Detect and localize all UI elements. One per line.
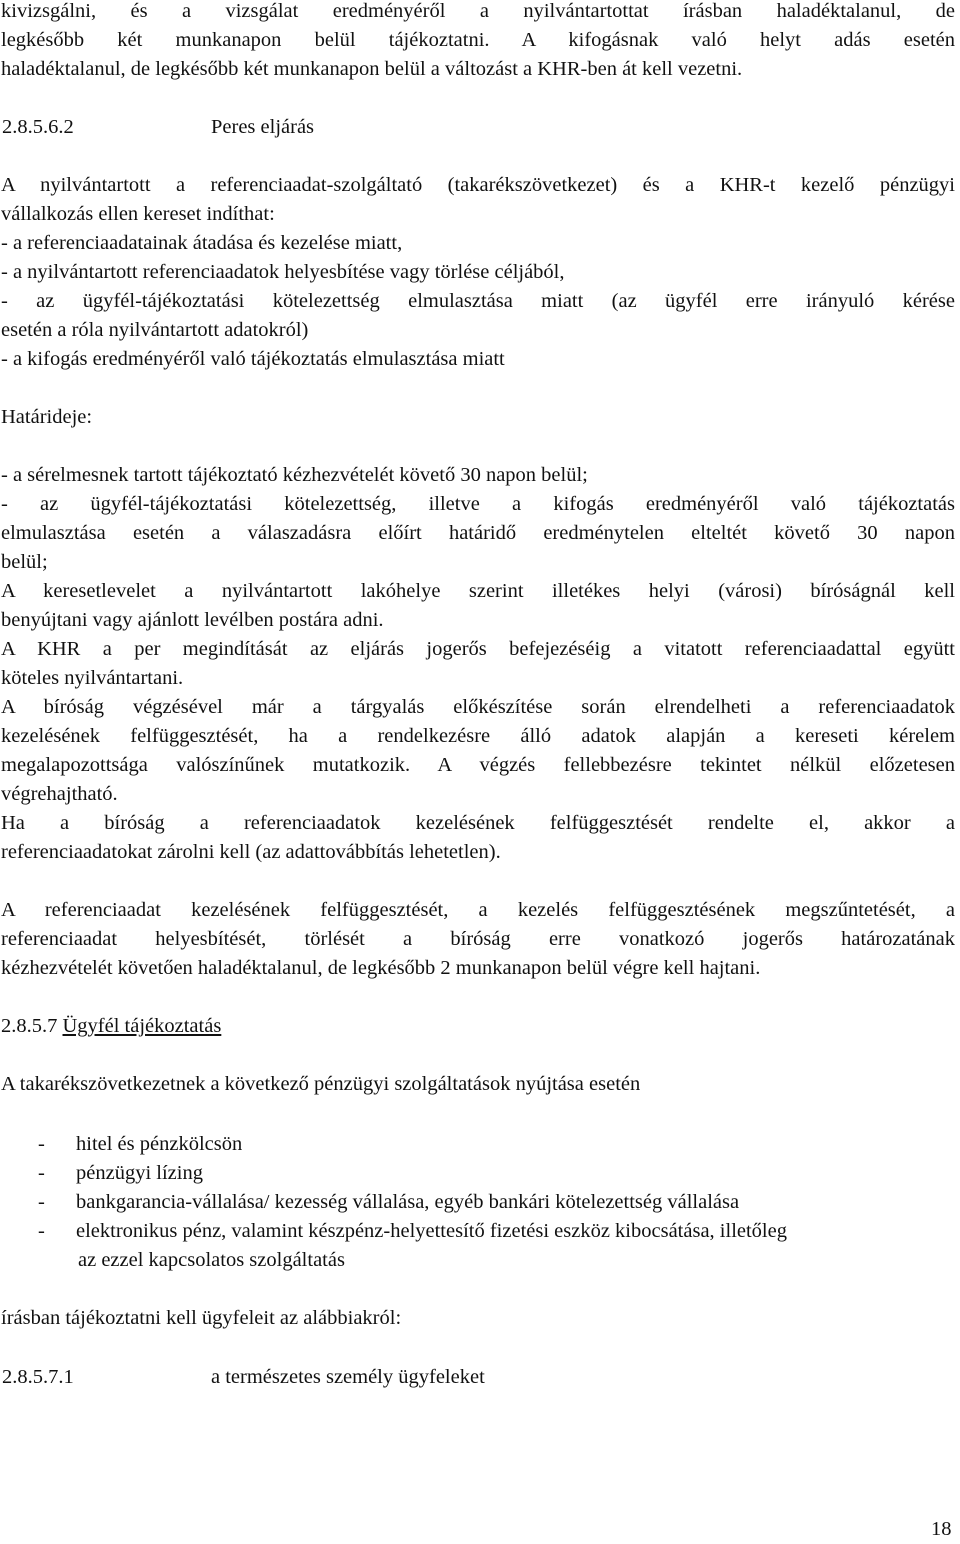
list-item: [1, 1130, 951, 1159]
list-dash: -: [38, 1191, 45, 1213]
hatarideje-line-10: kezelésének felfüggesztését, ha a rendelkezésre álló adatok alapján a kereseti kérelem: [1, 725, 955, 747]
intro-line-2: legkésőbb két munkanapon belül tájékoztatni. A kifogásnak való helyt adás esetén: [1, 29, 955, 51]
peres-line-6: esetén a róla nyilvántartott adatokról): [1, 319, 309, 341]
tajekoztatas-intro: A takarékszövetkezetnek a következő pénzügyi szolgáltatások nyújtása esetén: [1, 1073, 641, 1095]
peres-line-3: - a referenciaadatainak átadása és kezelése miatt,: [1, 232, 403, 254]
hatarideje-line-12: végrehajtható.: [1, 783, 118, 805]
hatarideje-line-7: A KHR a per megindítását az eljárás jogerős befejezéséig a vitatott referenciaadattal együtt: [1, 638, 955, 660]
hatarideje-line-2: - az ügyfél-tájékoztatási kötelezettség, illetve a kifogás eredményéről való tájékoztatás: [1, 493, 955, 515]
hatarideje-heading: Határideje:: [1, 406, 93, 428]
list-item-text: az ezzel kapcsolatos szolgáltatás: [78, 1249, 345, 1271]
section-title: Peres eljárás: [211, 116, 315, 138]
intro-line-1: kivizsgálni, és a vizsgálat eredményéről a nyilvántartottat írásban haladéktalanul, de: [1, 0, 955, 22]
peres-line-4: - a nyilvántartott referenciaadatok helyesbítése vagy törlése céljából,: [1, 261, 565, 283]
section-number: 2.8.5.7: [1, 1015, 58, 1037]
felfuggesztes-line-3: kézhezvételét követően haladéktalanul, de legkésőbb 2 munkanapon belül végre kell hajtani.: [1, 957, 761, 979]
peres-line-5: - az ügyfél-tájékoztatási kötelezettség elmulasztása miatt (az ügyfél erre irányuló kérése: [1, 290, 955, 312]
list-item-text: pénzügyi lízing: [76, 1162, 203, 1184]
list-item: [1, 1159, 951, 1188]
section-heading-2-8-5-6-2: [1, 113, 951, 142]
hatarideje-line-9: A bíróság végzésével már a tárgyalás előkészítése során elrendelheti a referenciaadatok: [1, 696, 955, 718]
peres-line-1: A nyilvántartott a referenciaadat-szolgáltató (takarékszövetkezet) és a KHR-t kezelő pénzügyi: [1, 174, 955, 196]
intro-line-3: haladéktalanul, de legkésőbb két munkanapon belül a változást a KHR-ben át kell vezetni.: [1, 58, 743, 80]
tajekoztatas-outro: írásban tájékoztatni kell ügyfeleit az alábbiakról:: [1, 1307, 402, 1329]
peres-line-2: vállalkozás ellen kereset indíthat:: [1, 203, 275, 225]
section-title: a természetes személy ügyfeleket: [211, 1366, 485, 1388]
list-item: [1, 1188, 951, 1217]
hatarideje-line-1: - a sérelmesnek tartott tájékoztató kézhezvételét követő 30 napon belül;: [1, 464, 588, 486]
section-number: 2.8.5.7.1: [2, 1366, 74, 1388]
section-title: Ügyfél tájékoztatás: [62, 1015, 222, 1037]
section-number: 2.8.5.6.2: [2, 116, 74, 138]
section-heading-2-8-5-7: [1, 1012, 221, 1041]
hatarideje-line-8: köteles nyilvántartani.: [1, 667, 184, 689]
hatarideje-line-5: A keresetlevelet a nyilvántartott lakóhelye szerint illetékes helyi (városi) bíróságnál kell: [1, 580, 955, 602]
hatarideje-line-4: belül;: [1, 551, 48, 573]
list-item: [1, 1217, 951, 1246]
page-number: 18: [931, 1518, 952, 1540]
list-item-text: elektronikus pénz, valamint készpénz-helyettesítő fizetési eszköz kibocsátása, illetőleg: [76, 1220, 787, 1242]
hatarideje-line-13: Ha a bíróság a referenciaadatok kezelésének felfüggesztését rendelte el, akkor a: [1, 812, 955, 834]
list-item-text: bankgarancia-vállalása/ kezesség vállalása, egyéb bankári kötelezettség vállalása: [76, 1191, 740, 1213]
peres-line-7: - a kifogás eredményéről való tájékoztatás elmulasztása miatt: [1, 348, 505, 370]
list-item-continuation: [1, 1246, 951, 1275]
felfuggesztes-line-1: A referenciaadat kezelésének felfüggesztését, a kezelés felfüggesztésének megszűntetését, a: [1, 899, 955, 921]
hatarideje-line-3: elmulasztása esetén a válaszadásra előírt határidő eredménytelen elteltét követő 30 napon: [1, 522, 955, 544]
section-heading-2-8-5-7-1: [1, 1363, 951, 1392]
hatarideje-line-11: megalapozottsága valószínűnek mutatkozik. A végzés fellebbezésre tekintet nélkül előzetesen: [1, 754, 955, 776]
list-dash: -: [38, 1220, 45, 1242]
felfuggesztes-line-2: referenciaadat helyesbítését, törlését a bíróság erre vonatkozó jogerős határozatának: [1, 928, 955, 950]
hatarideje-line-6: benyújtani vagy ajánlott levélben postára adni.: [1, 609, 384, 631]
list-item-text: hitel és pénzkölcsön: [76, 1133, 243, 1155]
hatarideje-line-14: referenciaadatokat zárolni kell (az adattovábbítás lehetetlen).: [1, 841, 501, 863]
list-dash: -: [38, 1162, 45, 1184]
list-dash: -: [38, 1133, 45, 1155]
